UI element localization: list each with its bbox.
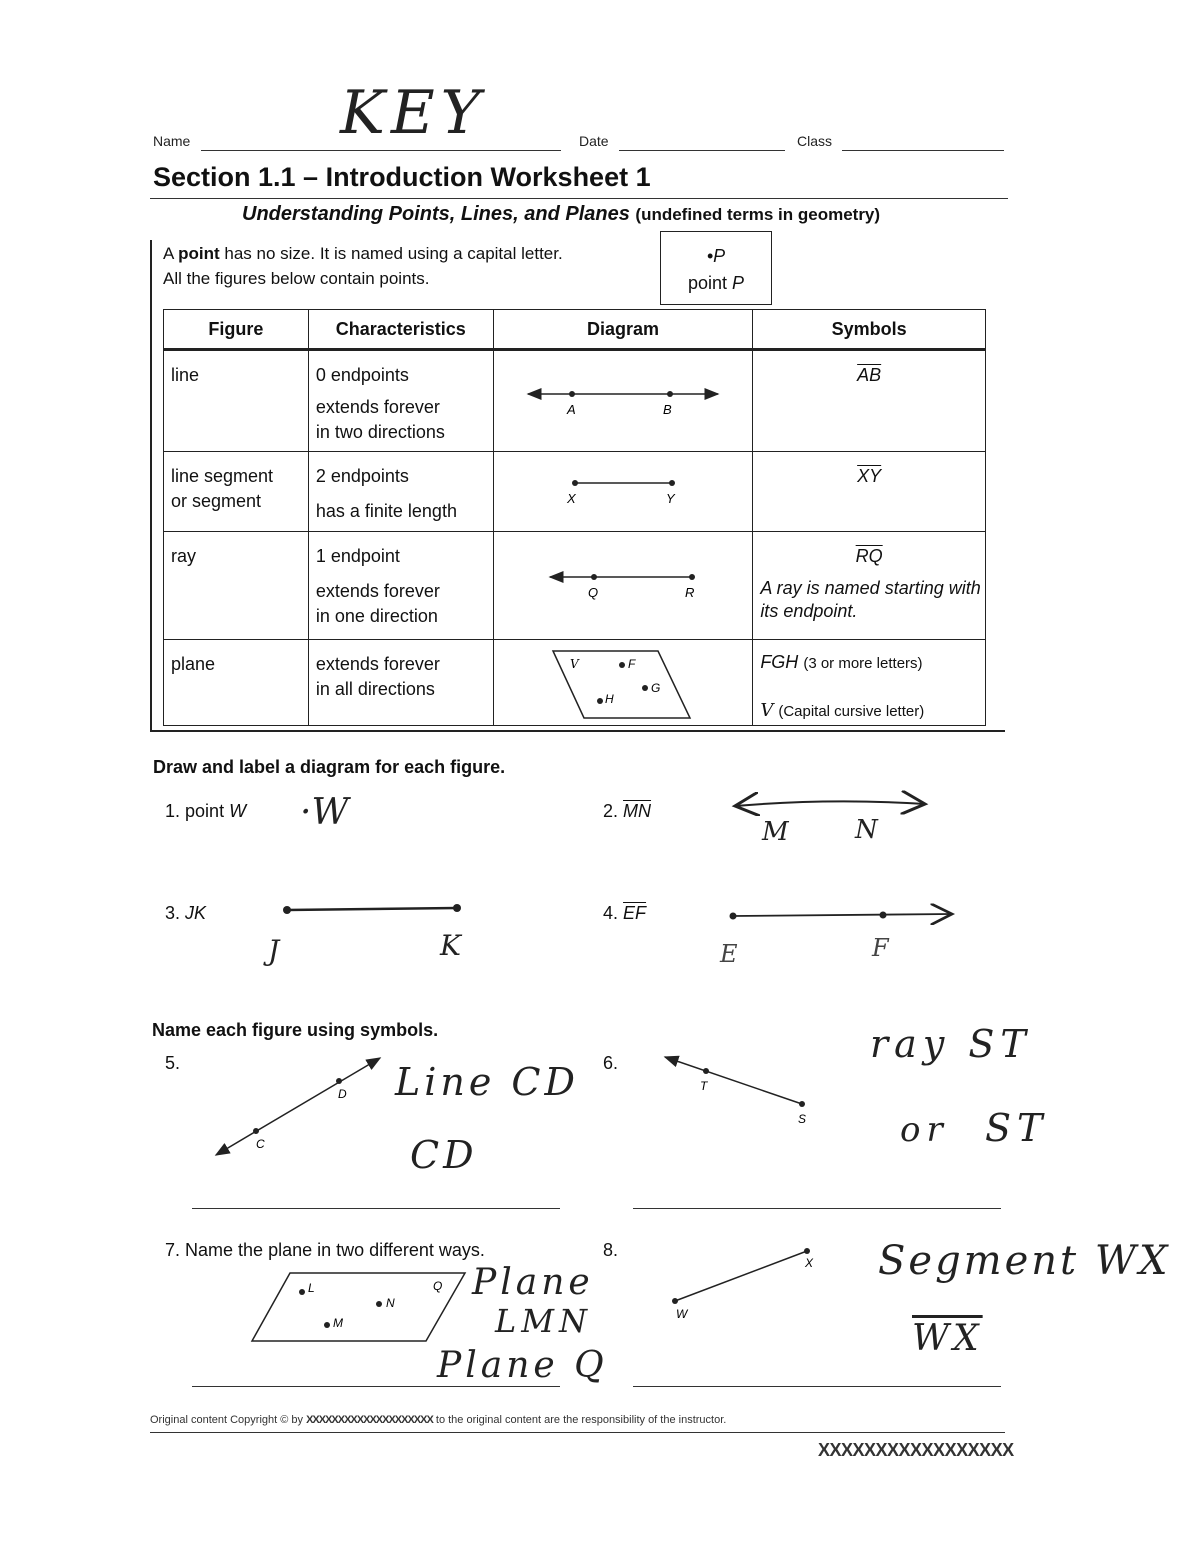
page-title: Section 1.1 – Introduction Worksheet 1 [153,162,651,192]
header-figure: Figure [164,310,309,350]
q7-answer-1a[interactable]: Plane [472,1262,594,1303]
q8-point-w [672,1298,678,1304]
symbol-line: $\overline{AB}$ [857,365,882,385]
q7-label-q: Q [433,1279,443,1293]
q6-number: 6. [603,1053,619,1073]
copyright-footer: Original content Copyright © by XXXXXXXXXXXXXXXXXXXX to the original content are the responsibility of the instructor. [150,1414,727,1426]
ray-note: A ray is named starting with its endpoint. [760,578,981,621]
footer-rule [150,1432,1005,1433]
q5-answer-1[interactable]: Line CD [395,1060,579,1104]
q3-prompt: 3. JK [165,903,207,923]
class-label: Class [797,133,833,149]
header-characteristics: Characteristics [308,310,493,350]
q6-ray [665,1057,802,1104]
header-symbols: Symbols [753,310,986,350]
char-plane: extends forever in all directions [315,654,440,699]
point-example-dot: •P [706,246,726,266]
q7-prompt: 7. Name the plane in two different ways. [165,1240,485,1260]
q7-answer-1b[interactable]: LMN [495,1302,593,1340]
label-a: A [567,402,576,417]
q5-answer-2[interactable]: CD [410,1133,478,1177]
q8-label-x: X [805,1256,814,1270]
q7-answer-2[interactable]: Plane Q [437,1345,608,1386]
figure-line: line [171,365,200,385]
label-x: X [567,491,576,506]
q8-segment [675,1251,807,1301]
publisher-label: XXXXXXXXXXXXXXXXX [818,1440,1014,1460]
q7-point-m [324,1322,330,1328]
q6-answer-2[interactable]: ST [985,1106,1049,1150]
q2-label-m: M [762,817,789,847]
q6-answer-or: or [900,1110,949,1150]
header-diagram: Diagram [493,310,753,350]
q5-label-c: C [256,1137,265,1151]
q8-answer-1[interactable]: Segment WX [878,1238,1171,1284]
char-ray: 1 endpoint extends forever in one direction [315,546,440,626]
q5-point-d [336,1078,342,1084]
label-g: G [651,681,661,695]
q5-line [216,1058,380,1155]
figure-ray: ray [171,546,197,566]
intro-line-2: All the figures below contain points. [163,269,430,288]
label-y: Y [666,491,675,506]
name-label: Name [153,133,191,149]
date-label: Date [579,133,609,149]
name-answer[interactable]: KEY [340,78,487,148]
q4-label-f: F [872,934,889,962]
draw-section-heading: Draw and label a diagram for each figure. [153,757,506,777]
q8-answer-2[interactable]: $\overline{WX}$ [912,1318,983,1359]
symbol-ray: $\overline{RQ}$ A ray is named starting with its endpoint. [753,532,985,623]
q7-point-l [299,1289,305,1295]
q5-point-c [253,1128,259,1134]
q1-prompt: 1. point W [165,801,247,821]
intro-line-1: A point has no size. It is named using a capital letter. [163,244,563,263]
q2-label-n: N [855,815,878,845]
name-section-heading: Name each figure using symbols. [152,1020,439,1040]
label-b: B [663,402,672,417]
q2-prompt: 2. $\overline{MN}$ [603,801,652,821]
q1-answer[interactable]: ·W [300,792,349,833]
char-segment: 2 endpoints has a finite length [315,466,457,521]
q6-point-s [799,1101,805,1107]
q5-label-d: D [338,1087,347,1101]
label-q: Q [588,585,599,600]
q8-point-x [804,1248,810,1254]
q8-number: 8. [603,1240,619,1260]
q7-label-m: M [333,1316,343,1330]
q7-label-l: L [308,1281,315,1295]
q7-label-n: N [386,1296,395,1310]
q3-label-k: K [440,929,461,962]
figure-plane: plane [171,654,216,674]
label-h: H [605,692,614,706]
q8-label-w: W [676,1307,688,1321]
char-line: 0 endpoints extends forever in two directions [315,365,445,442]
label-f: F [628,657,636,671]
point-example-caption: point P [687,273,745,293]
symbol-plane: FGH (3 or more letters) V (Capital cursive letter) [760,652,925,721]
q5-number: 5. [165,1053,181,1073]
q4-label-e: E [720,940,738,968]
q6-label-s: S [798,1112,807,1126]
q6-answer-1[interactable]: ray ST [870,1022,1032,1066]
q4-prompt: 4. $\overline{EF}$ [603,903,647,923]
q6-point-t [703,1068,709,1074]
label-r: R [685,585,695,600]
q7-point-n [376,1301,382,1307]
label-v: V [570,657,579,671]
figure-segment: line segment or segment [171,466,274,511]
subtitle-main: Understanding Points, Lines, and Planes [242,203,630,225]
q3-label-j: J [268,934,280,967]
symbol-segment: $\overline{XY}$ [857,466,882,486]
q6-label-t: T [700,1079,708,1093]
subtitle-note: (undefined terms in geometry) [635,205,881,224]
